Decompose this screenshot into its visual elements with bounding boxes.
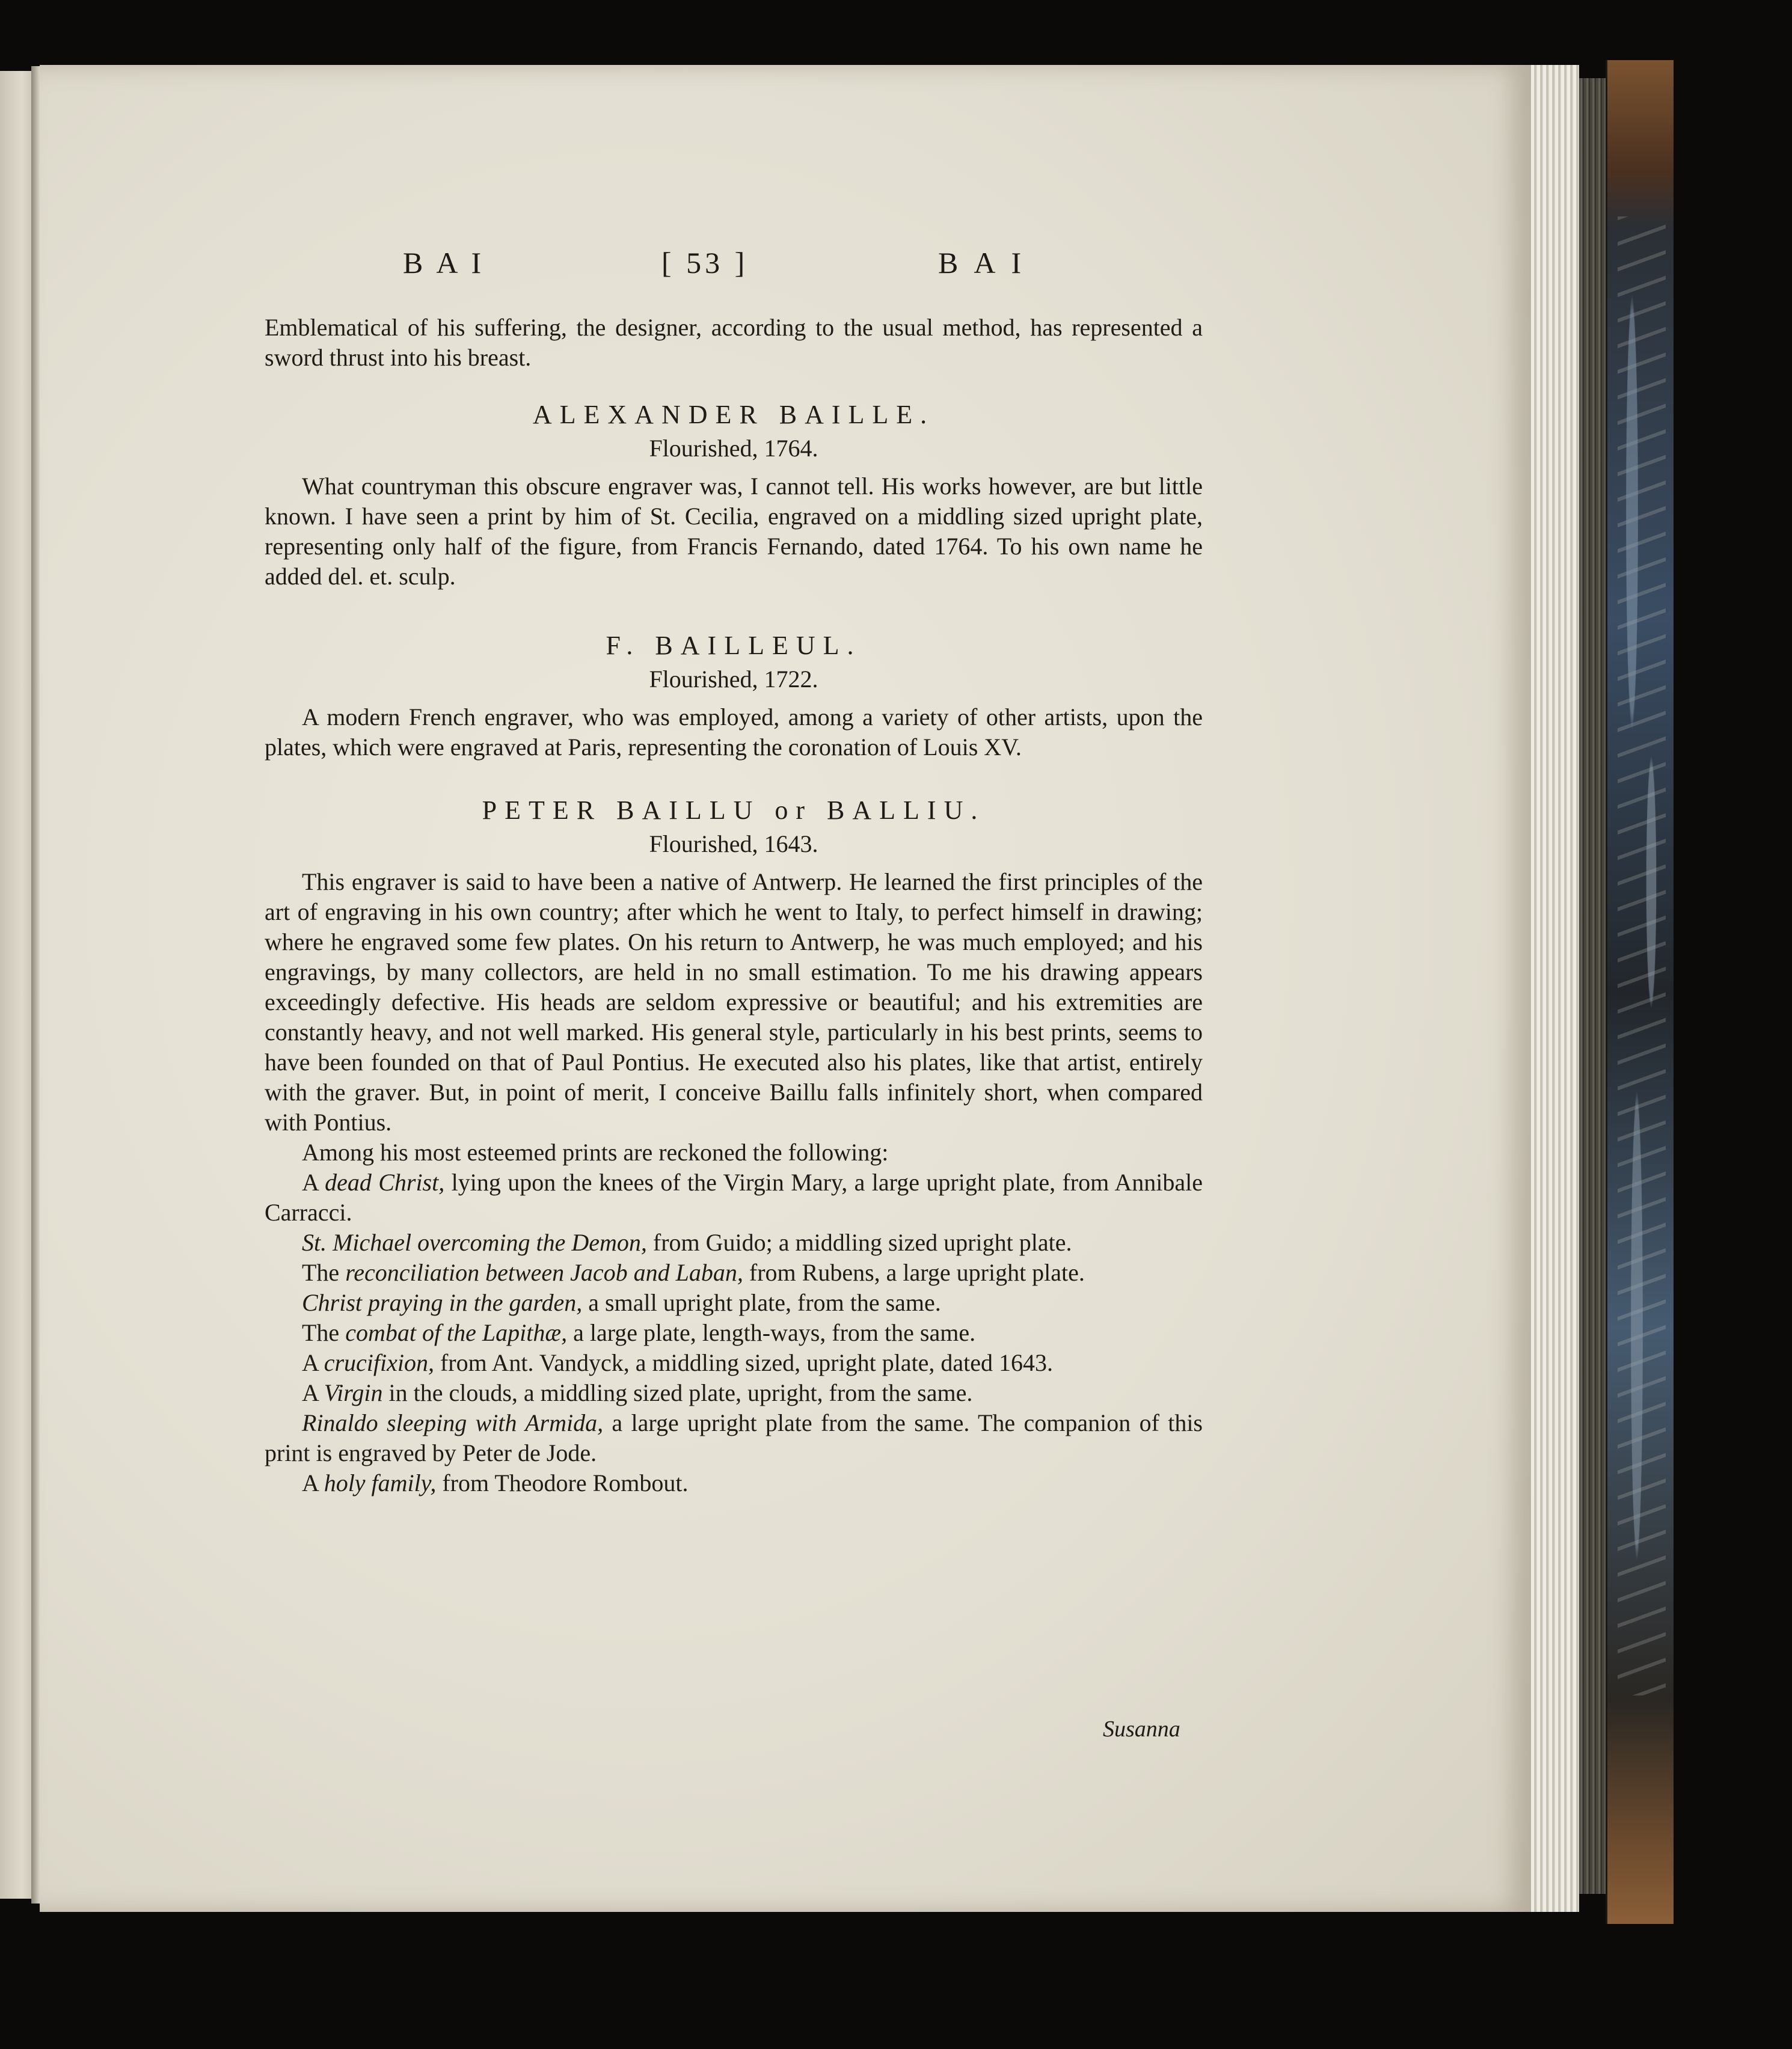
entry-name-baille: ALEXANDER BAILLE.: [532, 400, 935, 429]
page-body: [265, 313, 1203, 1498]
page-block-edge: [1579, 78, 1606, 1894]
running-head-right: BAI: [938, 246, 1037, 280]
entry-name-bailleul: F. BAILLEUL.: [606, 631, 862, 660]
print-title: Rinaldo sleeping with Armida,: [302, 1409, 604, 1436]
book-gutter: [31, 66, 40, 1904]
print-title: St. Michael overcoming the Demon,: [302, 1229, 647, 1256]
prints-list-intro: Among his most esteemed prints are reckoned the following:: [302, 1139, 889, 1166]
intro-paragraph: Emblematical of his suffering, the designer, according to the usual method, has represented a sword thrust into his breast.: [265, 314, 1203, 371]
print-item: A holy family, from Theodore Rombout.: [302, 1469, 689, 1496]
prints-list: [265, 1168, 1203, 1498]
print-title: holy family,: [324, 1469, 437, 1496]
entry-name-baillu: PETER BAILLU or BALLIU.: [482, 795, 986, 825]
entry-text-baillu: This engraver is said to have been a native of Antwerp. He learned the first principles of the art of engraving in his own country; after which he went to Italy, to perfect himself in drawing; where he engraved some few plates. On his return to Antwerp, he was much employed; and his engravings, by many collectors, are held in no small estimation. To me his drawing appears exceedingly defective. His heads are seldom expressive or beautiful; and his extremities are constantly heavy, and not well marked. His general style, particularly in his best prints, seems to have been founded on that of Paul Pontius. He executed also his plates, like that artist, entirely with the graver. But, in point of merit, I conceive Baillu falls infinitely short, when compared with Pontius.: [265, 868, 1203, 1136]
running-head: [265, 245, 1203, 293]
print-title: Virgin: [324, 1379, 383, 1406]
entry-flourished-baillu: Flourished, 1643.: [649, 830, 818, 857]
print-title: crucifixion,: [324, 1349, 434, 1376]
print-title: reconciliation between Jacob and Laban,: [345, 1259, 743, 1286]
print-item: A Virgin in the clouds, a middling sized plate, upright, from the same.: [302, 1379, 973, 1406]
entry-flourished-baille: Flourished, 1764.: [649, 435, 818, 462]
print-title: combat of the Lapithæ,: [345, 1319, 568, 1346]
page-number: [ 53 ]: [661, 246, 749, 280]
entry-text-baille: What countryman this obscure engraver was, I cannot tell. His works however, are but little known. I have seen a print by him of St. Cecilia, engraved on a middling sized upright plate, representing only half of the figure, from Francis Fernando, dated 1764. To his own name he added del. et. sculp.: [265, 473, 1203, 590]
print-item: A dead Christ, lying upon the knees of the Virgin Mary, a large upright plate, from Annibale Carracci.: [265, 1169, 1203, 1226]
running-head-left: BAI: [403, 246, 495, 280]
print-item: Christ praying in the garden, a small upright plate, from the same.: [302, 1289, 941, 1316]
catchword: Susanna: [1103, 1717, 1180, 1742]
print-item: A crucifixion, from Ant. Vandyck, a middling sized, upright plate, dated 1643.: [302, 1349, 1054, 1376]
facing-page-edge: [0, 71, 31, 1899]
print-item: St. Michael overcoming the Demon, from Guido; a middling sized upright plate.: [302, 1229, 1072, 1256]
entry-flourished-bailleul: Flourished, 1722.: [649, 666, 818, 693]
page-edges: [1531, 65, 1579, 1912]
entry-text-bailleul: A modern French engraver, who was employed, among a variety of other artists, upon the plates, which were engraved at Paris, representing the coronation of Louis XV.: [265, 703, 1203, 761]
print-item: The reconciliation between Jacob and Laban, from Rubens, a large upright plate.: [302, 1259, 1085, 1286]
print-item: Rinaldo sleeping with Armida, a large upright plate from the same. The companion of this print is engraved by Peter de Jode.: [265, 1409, 1203, 1466]
print-title: Christ praying in the garden,: [302, 1289, 583, 1316]
print-item: The combat of the Lapithæ, a large plate, length-ways, from the same.: [302, 1319, 976, 1346]
print-title: dead Christ,: [325, 1169, 445, 1196]
marble-pattern: [1618, 216, 1666, 1695]
